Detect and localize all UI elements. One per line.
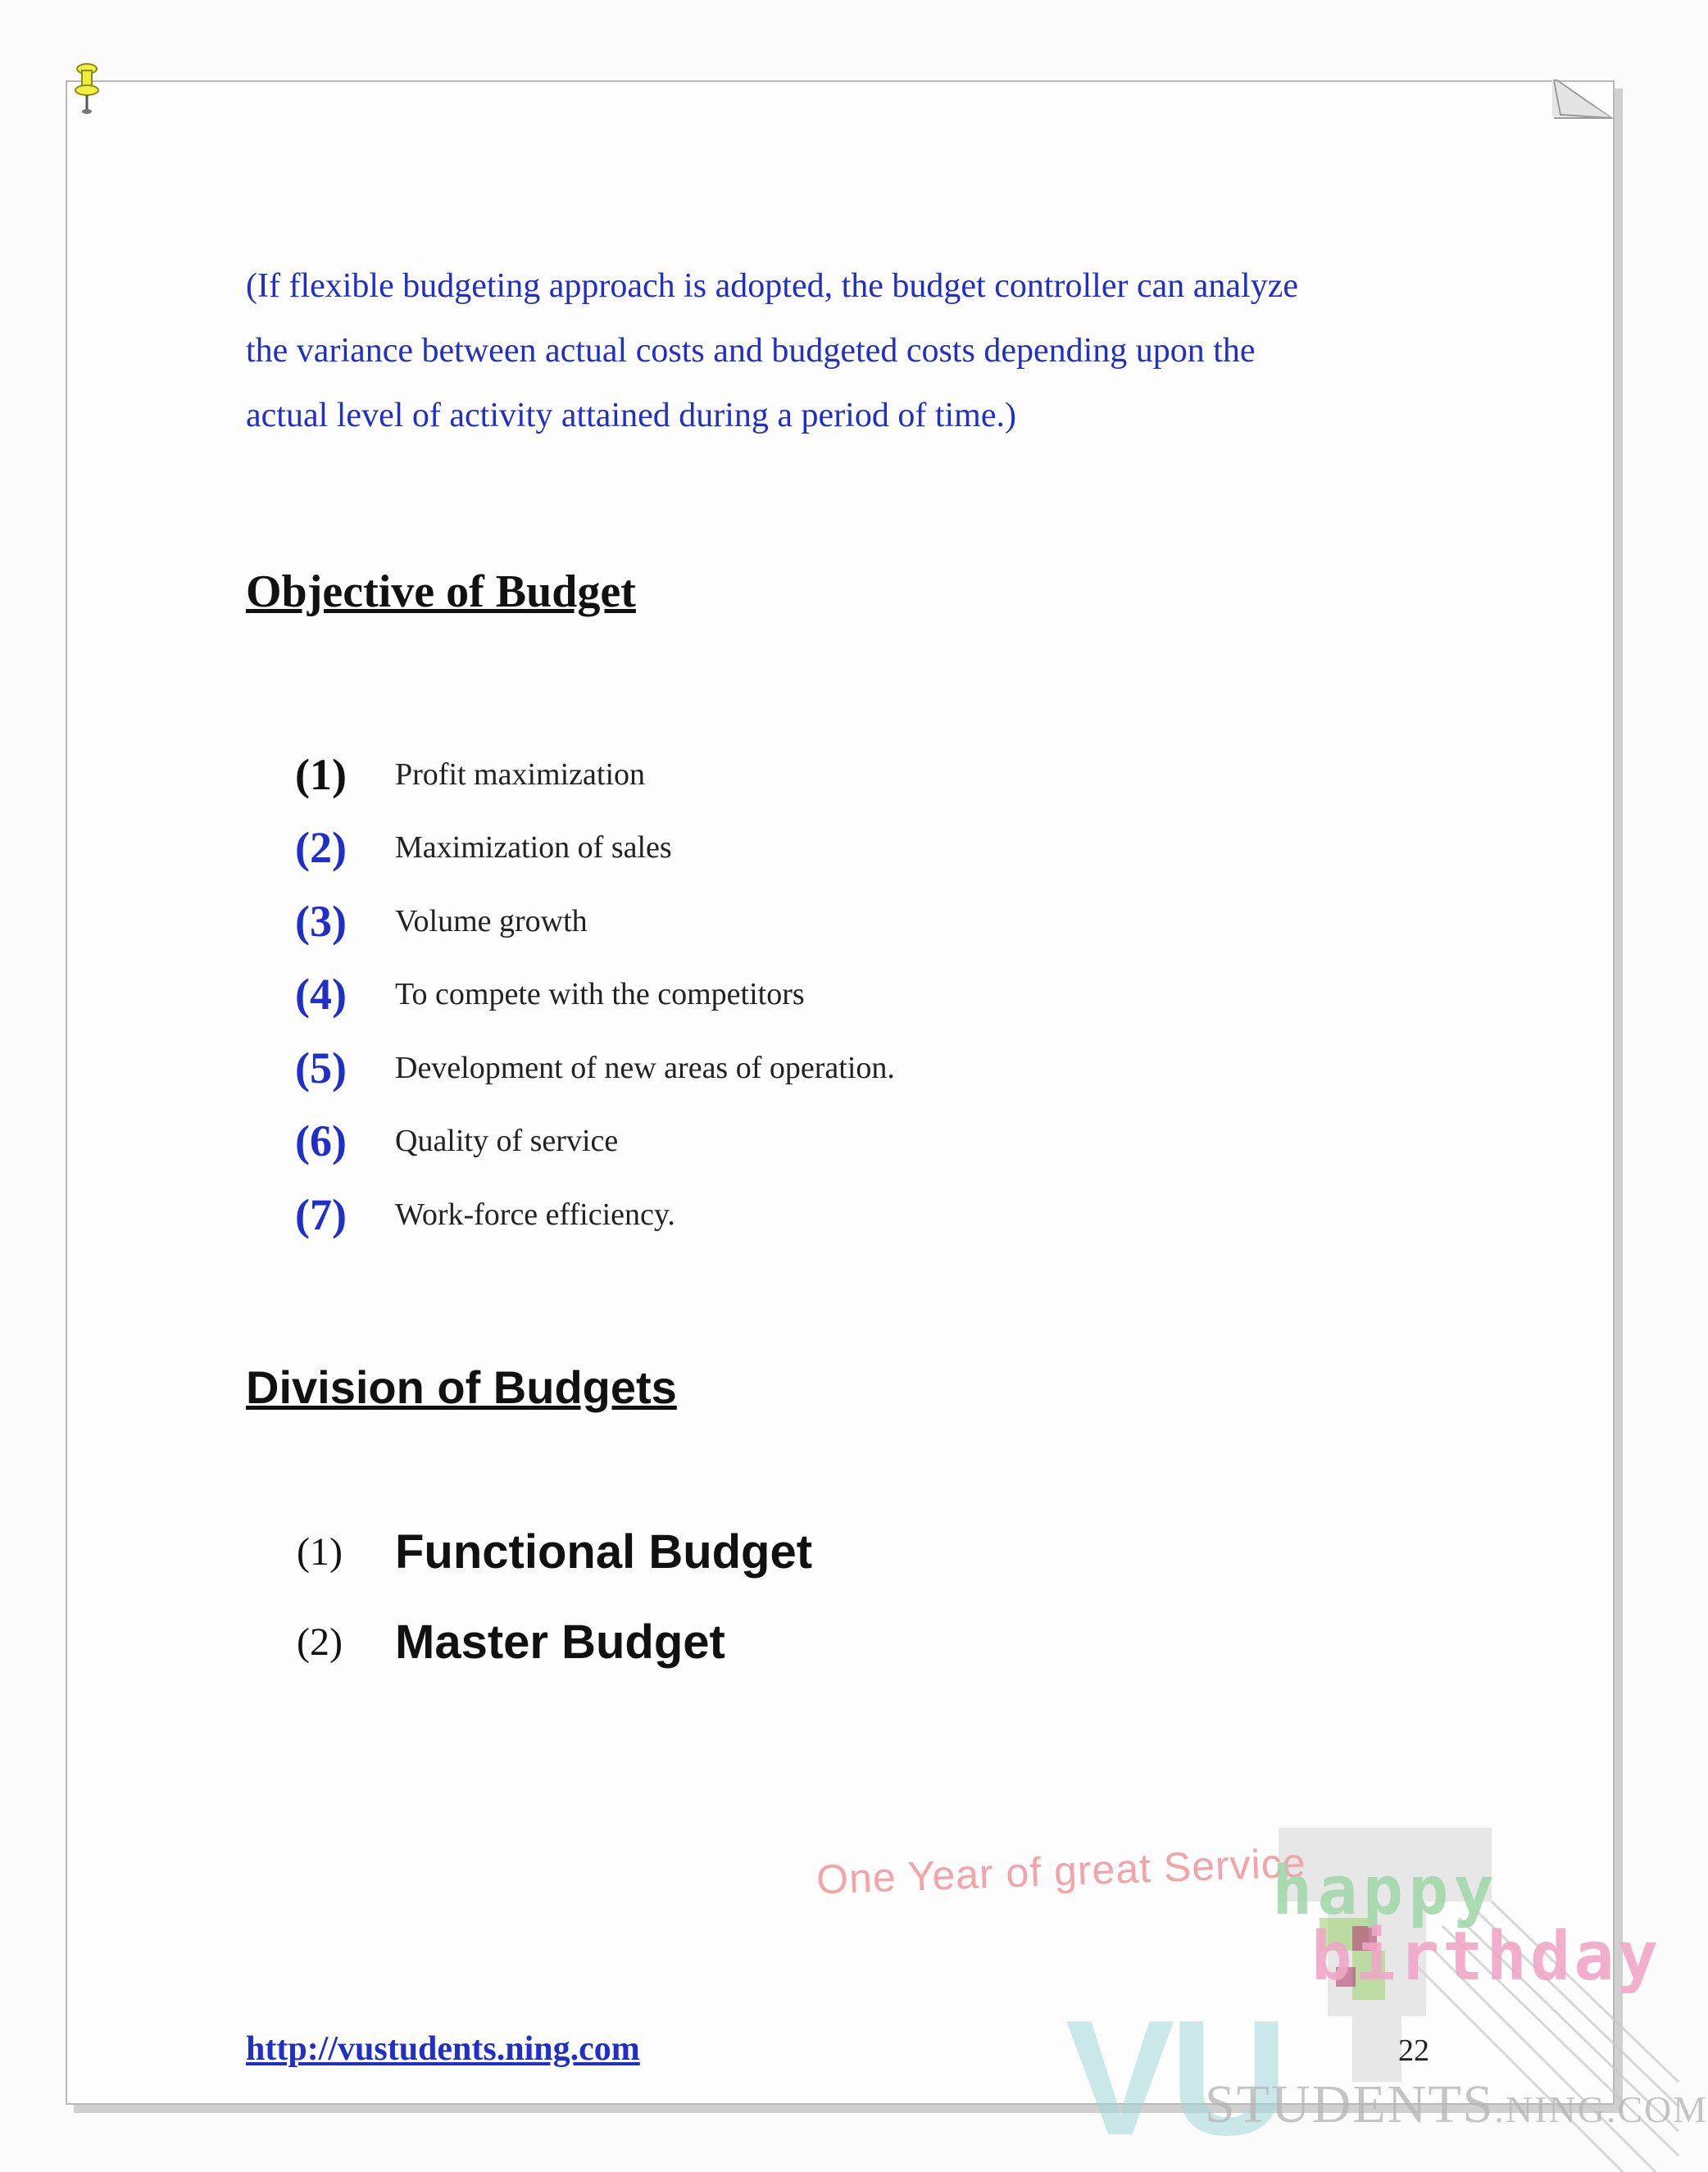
watermark-vu-logo: VU <box>1065 1987 1283 2170</box>
list-number: (1) <box>297 1529 343 1574</box>
list-item <box>295 1178 895 1252</box>
list-item <box>295 958 895 1032</box>
flexible-budgeting-note <box>246 254 1410 448</box>
note-line: actual level of activity attained during a period of time.) <box>246 397 1016 434</box>
watermark-birthday-text: birthday <box>1311 1918 1661 1996</box>
watermark-students-logo <box>1205 2074 1708 2136</box>
list-text: Development of new areas of operation. <box>395 1050 895 1085</box>
list-text: Quality of service <box>395 1124 619 1159</box>
list-item <box>297 1597 812 1687</box>
list-text: Profit maximization <box>395 757 646 792</box>
footer-site-link[interactable]: http://vustudents.ning.com <box>246 2030 640 2068</box>
list-item <box>295 738 895 811</box>
list-item <box>295 811 895 885</box>
list-item <box>297 1506 812 1597</box>
list-number: (2) <box>295 823 347 873</box>
division-heading: Division of Budgets <box>246 1361 677 1413</box>
list-text: Master Budget <box>395 1615 725 1669</box>
list-item <box>295 1031 895 1105</box>
division-list <box>297 1506 812 1687</box>
note-line: the variance between actual costs and budgeted costs depending upon the <box>246 332 1256 370</box>
objective-heading: Objective of Budget <box>246 566 636 617</box>
list-text: Maximization of sales <box>395 830 672 866</box>
list-item <box>295 884 895 958</box>
list-text: To compete with the competitors <box>395 977 805 1012</box>
list-number: (3) <box>295 896 347 946</box>
objective-list <box>295 738 895 1252</box>
list-number: (4) <box>295 970 347 1020</box>
folded-corner-outline <box>1549 79 1615 120</box>
list-number: (5) <box>295 1043 347 1093</box>
push-pin-icon <box>70 62 103 115</box>
list-number: (6) <box>295 1116 347 1166</box>
list-text: Functional Budget <box>395 1524 813 1579</box>
list-number: (1) <box>295 749 347 799</box>
list-number: (7) <box>295 1189 347 1239</box>
list-text: Volume growth <box>395 903 588 938</box>
watermark-happy-text: happy <box>1272 1852 1499 1930</box>
note-line: (If flexible budgeting approach is adopted, the budget controller can analyze <box>246 267 1298 305</box>
list-text: Work-force efficiency. <box>395 1197 675 1232</box>
list-item <box>295 1105 895 1179</box>
watermark-students-text: STUDENTS <box>1205 2074 1495 2134</box>
watermark-tagline: One Year of great Service <box>815 1839 1307 1903</box>
page-number: 22 <box>1398 2033 1429 2068</box>
watermark-domain-text: .NING.COM <box>1494 2088 1708 2130</box>
list-number: (2) <box>297 1620 343 1664</box>
